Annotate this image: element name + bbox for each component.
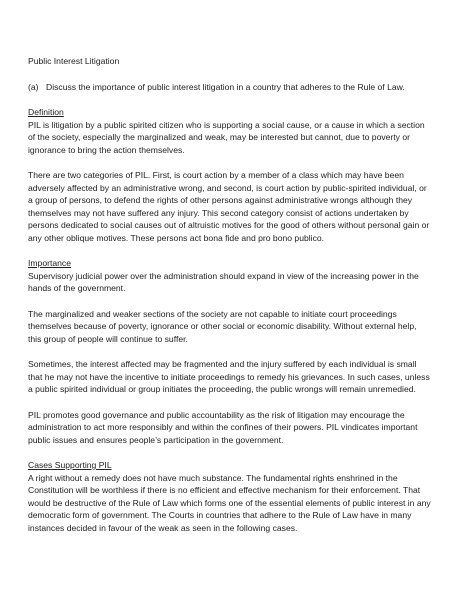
paragraph: There are two categories of PIL. First, is court action by a member of a class which may have been adversely affected by an administrative wrong, and second, is court action by public-spirited individual, or a group of persons, to defend the rights of other persons against administrative wrongs although they themselves may not have suffered any injury. This second category consist of actions undertaken by persons dedicated to social causes out of altruistic motives for the good of others without personal gain or any other oblique motives. These persons act bona fide and pro bono publico. — [28, 170, 430, 243]
section-cases-supporting-pil — [28, 459, 432, 534]
document-title: Public Interest Litigation — [28, 56, 120, 66]
paragraph: Sometimes, the interest affected may be fragmented and the injury suffered by each individual is small that he may not have the incentive to initiate proceedings to remedy his grievances. In such cases, unless a public spirited individual or group initiates the proceeding, the public wrongs will remain unremedied. — [28, 359, 430, 394]
paragraph: PIL is litigation by a public spirited citizen who is supporting a social cause, or a cause in which a section of the society, especially the marginalized and weak, may be interested but cannot, due to poverty or ignorance to bring the action themselves. — [28, 119, 425, 155]
section-heading-definition: Definition — [28, 107, 64, 117]
question-text: Discuss the importance of public interest litigation in a country that adheres to the Rule of Law. — [46, 81, 405, 92]
paragraph: The marginalized and weaker sections of the society are not capable to initiate court proceedings themselves because of poverty, ignorance or other social or economic disability. Without external help, this group of people will continue to suffer. — [28, 308, 417, 344]
question-item — [28, 81, 432, 94]
section-heading-cases: Cases Supporting PIL — [28, 460, 112, 470]
paragraph: A right without a remedy does not have much substance. The fundamental rights enshrined in the Constitution will be worthless if there is no efficient and effective mechanism for their enforcement. That would be destructive of the Rule of Law which forms one of the essential elements of public interest in any democratic form of government. The Courts in countries that adhere to the Rule of Law have in many instances decided in favour of the weak as seen in the following cases. — [28, 472, 431, 533]
section-definition — [28, 106, 432, 244]
paragraph: PIL promotes good governance and public accountability as the risk of litigation may encourage the administration to act more responsibly and within the confines of their powers. PIL vindicates important public issues and ensures people’s participation in the government. — [28, 409, 418, 445]
section-heading-importance: Importance — [28, 258, 71, 268]
section-importance — [28, 257, 432, 446]
question-number: (a) — [28, 81, 39, 92]
paragraph: Supervisory judicial power over the administration should expand in view of the increasing power in the hands of the government. — [28, 270, 419, 293]
